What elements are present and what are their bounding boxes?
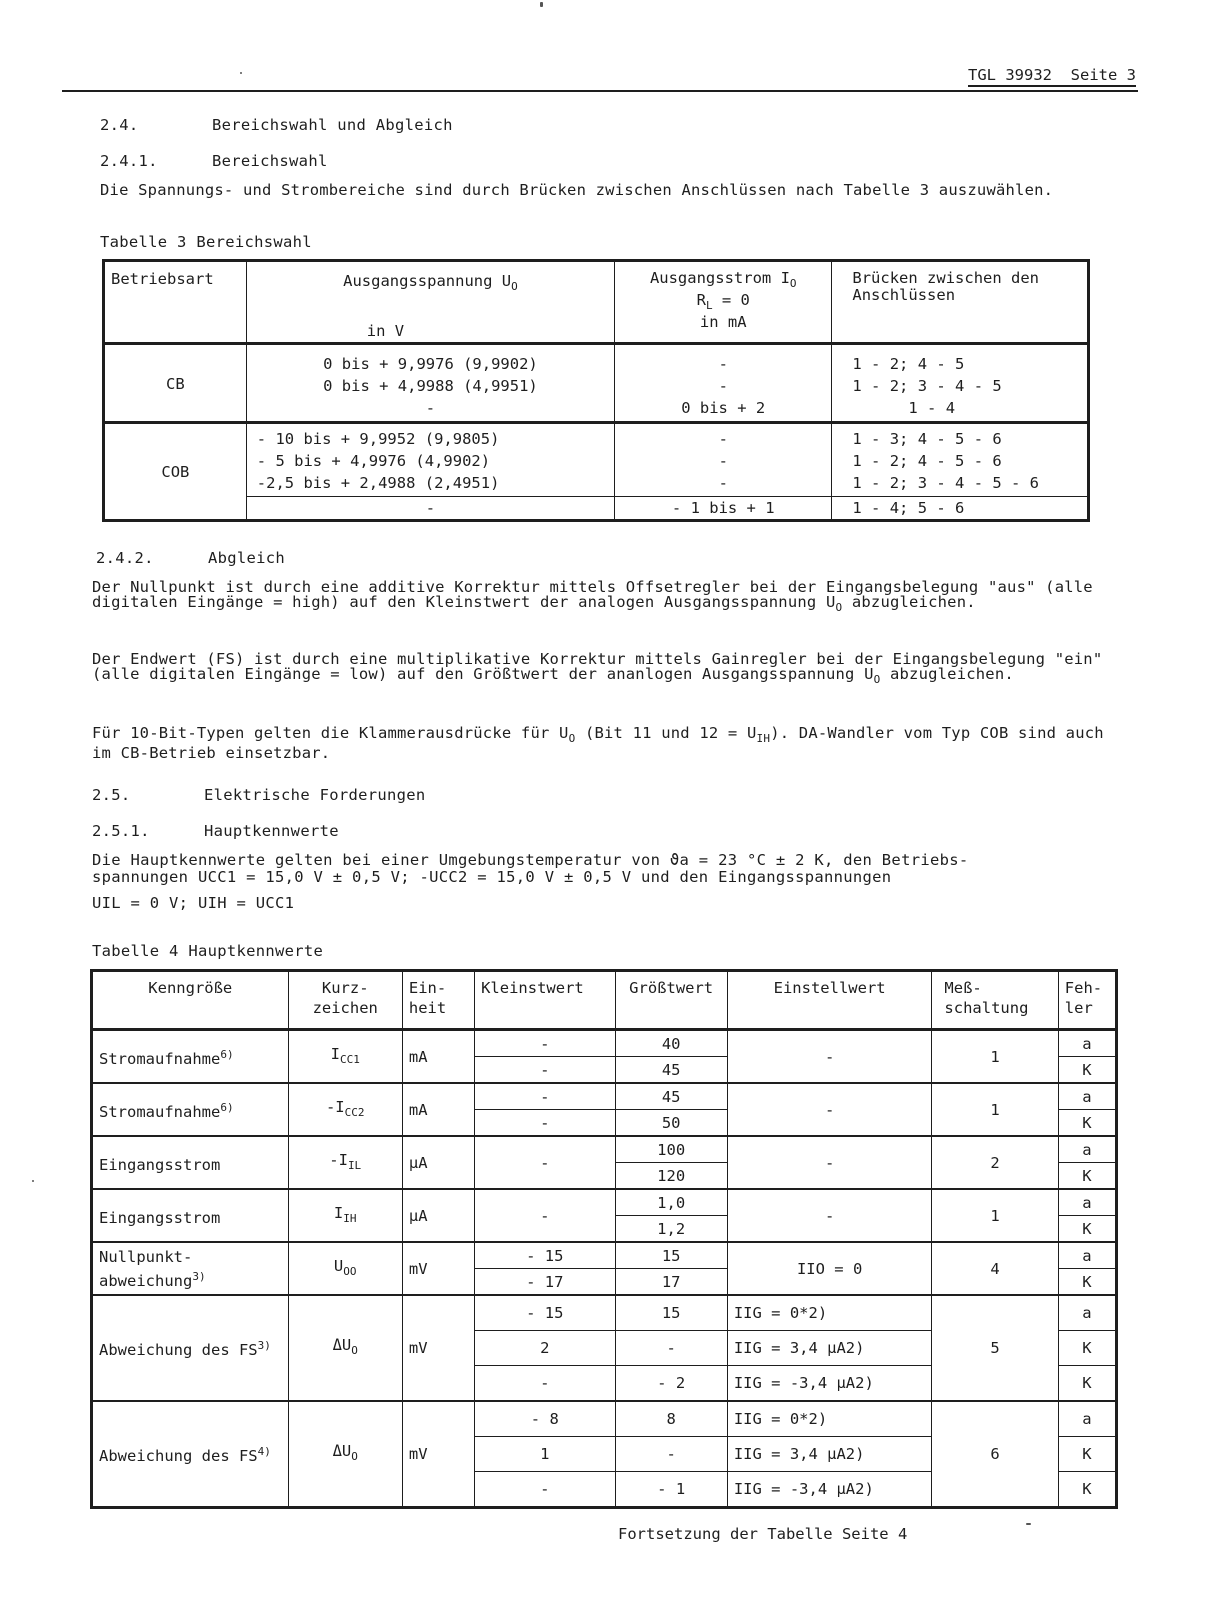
- th-bruecken: Brücken zwischen den Anschlüssen: [832, 261, 1089, 344]
- table4-einheit: µA: [402, 1189, 474, 1242]
- table4-kurzzeichen: $-I_{IL}$: [288, 1136, 402, 1189]
- table4-kenngroesse: Stromaufnahme$^{6)}$: [92, 1030, 289, 1084]
- table4-kleinstwert: 2: [475, 1331, 615, 1366]
- table4-fehler: K: [1058, 1269, 1116, 1296]
- heading-2-4: 2.4. Bereichswahl und Abgleich: [100, 116, 453, 134]
- heading-2-4-1: 2.4.1. Bereichswahl: [100, 152, 328, 170]
- heading-2-5-1: 2.5.1. Hauptkennwerte: [92, 822, 339, 840]
- table4-kurzzeichen: $\Delta U_O$: [288, 1295, 402, 1401]
- table4-fehler: a: [1058, 1030, 1116, 1057]
- table4-groesstwert: - 2: [615, 1366, 727, 1402]
- table4-fehler: a: [1058, 1401, 1116, 1437]
- th-ausgangsspannung: Ausgangsspannung $U_O$ in V: [246, 261, 614, 344]
- table4-einstellwert: IIG = 3,4 µA2): [727, 1437, 932, 1472]
- scan-speck: [240, 72, 242, 74]
- heading-2-4-2: 2.4.2. Abgleich: [96, 549, 286, 567]
- table4-groesstwert: 100: [615, 1136, 727, 1163]
- table4-fehler: a: [1058, 1083, 1116, 1110]
- table4-groesstwert: -: [615, 1331, 727, 1366]
- table4-messschaltung: 2: [932, 1136, 1058, 1189]
- table4-kleinstwert: -: [475, 1083, 615, 1110]
- scan-speck: [1026, 1523, 1031, 1525]
- table4-groesstwert: 40: [615, 1030, 727, 1057]
- table4-kleinstwert: -: [475, 1110, 615, 1137]
- table4-messschaltung: 1: [932, 1030, 1058, 1084]
- table4-kurzzeichen: $U_{OO}$: [288, 1242, 402, 1295]
- table4-groesstwert: 50: [615, 1110, 727, 1137]
- table-hauptkennwerte: [90, 969, 1118, 1509]
- table4-groesstwert: 8: [615, 1401, 727, 1437]
- table4-groesstwert: 1,0: [615, 1189, 727, 1216]
- table4-einheit: mV: [402, 1295, 474, 1401]
- table4-kurzzeichen: $I_{CC1}$: [288, 1030, 402, 1084]
- table3-row-cb: CB 0 bis + 9,9976 (9,9902) 0 bis + 4,9988 (4,9951) - - - 0 bis + 2 1 - 2; 4 - 5 1 - 2; 3 - 4 - 5 1 - 4: [104, 344, 1089, 423]
- table4-row: [92, 1083, 1117, 1110]
- table4-kenngroesse: Eingangsstrom: [92, 1136, 289, 1189]
- table4-kleinstwert: -: [475, 1057, 615, 1084]
- table4-einstellwert: IIG = 0*2): [727, 1401, 932, 1437]
- scan-speck: [32, 1180, 34, 1182]
- table4-einstellwert: IIG = -3,4 µA2): [727, 1366, 932, 1402]
- table4-einstellwert: IIG = 3,4 µA2): [727, 1331, 932, 1366]
- table4-einheit: µA: [402, 1136, 474, 1189]
- paragraph-hauptkennwerte-2: spannungen UCC1 = 15,0 V ± 0,5 V; -UCC2 = 15,0 V ± 0,5 V und den Eingangsspannungen: [92, 868, 892, 886]
- table4-groesstwert: 45: [615, 1083, 727, 1110]
- table4-fehler: K: [1058, 1331, 1116, 1366]
- table4-einheit: mV: [402, 1242, 474, 1295]
- paragraph-10bit: Für 10-Bit-Typen gelten die Klammerausdrücke für $U_O$ (Bit 11 und $12 = U_{IH}$). DA-Wandler vom Typ COB sind auch im CB-Betrieb einsetzbar.: [92, 724, 1104, 762]
- table4-fehler: K: [1058, 1437, 1116, 1472]
- table4-kleinstwert: -: [475, 1189, 615, 1242]
- table4-kenngroesse: Nullpunkt- abweichung$^{3)}$: [92, 1242, 289, 1295]
- table4-einstellwert: -: [727, 1030, 932, 1084]
- table4-messschaltung: 1: [932, 1189, 1058, 1242]
- table4-messschaltung: 4: [932, 1242, 1058, 1295]
- table4-einheit: mV: [402, 1401, 474, 1508]
- paragraph-nullpunkt: Der Nullpunkt ist durch eine additive Korrektur mittels Offsetregler bei der Eingangsbelegung "aus" (alle digitalen Eingänge = high) auf den Kleinstwert der analogen Ausgangsspannung $U_O$ abzugleichen.: [92, 578, 1093, 614]
- table4-groesstwert: -: [615, 1437, 727, 1472]
- paragraph-bereichswahl: Die Spannungs- und Strombereiche sind durch Brücken zwischen Anschlüssen nach Tabelle 3 auszuwählen.: [100, 181, 1054, 199]
- th-kleinstwert: Kleinstwert: [475, 971, 615, 1030]
- table4-fehler: a: [1058, 1242, 1116, 1269]
- th-einheit: Ein- heit: [402, 971, 474, 1030]
- footer-note: Fortsetzung der Tabelle Seite 4: [618, 1525, 908, 1543]
- table3-header-row: [104, 261, 1089, 344]
- table4-row: [92, 1401, 1117, 1437]
- table4-row: [92, 1189, 1117, 1216]
- table4-groesstwert: 120: [615, 1163, 727, 1190]
- table4-fehler: a: [1058, 1189, 1116, 1216]
- header-rule: [62, 90, 1138, 92]
- table4-kleinstwert: 1: [475, 1437, 615, 1472]
- table4-caption: Tabelle 4 Hauptkennwerte: [92, 942, 324, 960]
- table4-messschaltung: 5: [932, 1295, 1058, 1401]
- table4-einheit: mA: [402, 1083, 474, 1136]
- th-kurzzeichen: Kurz- zeichen: [288, 971, 402, 1030]
- table4-einstellwert: IIG = 0*2): [727, 1295, 932, 1331]
- table4-fehler: K: [1058, 1110, 1116, 1137]
- th-kenngroesse: Kenngröße: [92, 971, 289, 1030]
- paragraph-endwert: Der Endwert (FS) ist durch eine multiplikative Korrektur mittels Gainregler bei der Eingangsbelegung "ein" (alle digitalen Eingänge = low) auf den Größtwert der ananlogen Ausgangsspannung $U_O$ abzugleichen.: [92, 650, 1103, 686]
- paragraph-hauptkennwerte-3: UIL = 0 V; UIH = UCC1: [92, 894, 295, 912]
- table4-einheit: mA: [402, 1030, 474, 1084]
- table3-caption: Tabelle 3 Bereichswahl: [100, 233, 312, 251]
- table4-fehler: a: [1058, 1136, 1116, 1163]
- table4-groesstwert: 1,2: [615, 1216, 727, 1243]
- table4-row: [92, 1030, 1117, 1057]
- th-betriebsart: Betriebsart: [104, 261, 247, 344]
- table4-groesstwert: - 1: [615, 1472, 727, 1508]
- table4-kleinstwert: -: [475, 1030, 615, 1057]
- table4-row: [92, 1295, 1117, 1331]
- table4-kleinstwert: - 15: [475, 1242, 615, 1269]
- table4-kenngroesse: Abweichung des FS$^{4)}$: [92, 1401, 289, 1508]
- table4-kenngroesse: Abweichung des FS$^{3)}$: [92, 1295, 289, 1401]
- table4-groesstwert: 17: [615, 1269, 727, 1296]
- th-ausgangsstrom: Ausgangsstrom $I_O$ $R_L = 0$ in mA: [615, 261, 832, 344]
- page-number: Seite 3: [1070, 66, 1136, 84]
- th-messschaltung: Meß- schaltung: [932, 971, 1058, 1030]
- table4-einstellwert: -: [727, 1083, 932, 1136]
- table4-kleinstwert: - 15: [475, 1295, 615, 1331]
- table4-kleinstwert: - 8: [475, 1401, 615, 1437]
- th-einstellwert: Einstellwert: [727, 971, 932, 1030]
- table4-groesstwert: 15: [615, 1242, 727, 1269]
- table4-groesstwert: 45: [615, 1057, 727, 1084]
- th-fehler: Feh- ler: [1058, 971, 1116, 1030]
- table4-kurzzeichen: $-I_{CC2}$: [288, 1083, 402, 1136]
- table3-row-cob-current: - - 1 bis + 1 1 - 4; 5 - 6: [104, 497, 1089, 521]
- table4-kleinstwert: -: [475, 1366, 615, 1402]
- table4-einstellwert: IIG = -3,4 µA2): [727, 1472, 932, 1508]
- paragraph-hauptkennwerte-1: Die Hauptkennwerte gelten bei einer Umgebungstemperatur von ϑa = 23 °C ± 2 K, den Betriebs-: [92, 851, 969, 869]
- table4-einstellwert: IIO = 0: [727, 1242, 932, 1295]
- table4-einstellwert: -: [727, 1189, 932, 1242]
- table4-header-row: [92, 971, 1117, 1030]
- page-header: [968, 66, 1136, 84]
- table4-kenngroesse: Stromaufnahme$^{6)}$: [92, 1083, 289, 1136]
- table-bereichswahl: [102, 259, 1090, 522]
- table3-row-cob: COB - 10 bis + 9,9952 (9,9805) - 5 bis + 4,9976 (4,9902) -2,5 bis + 2,4988 (2,4951) - - - 1 - 3; 4 - 5 - 6 1 - 2; 4 - 5 - 6 1 - 2; 3 - 4 - 5 - 6: [104, 423, 1089, 497]
- table4-fehler: K: [1058, 1366, 1116, 1402]
- table4-fehler: K: [1058, 1472, 1116, 1508]
- table4-kenngroesse: Eingangsstrom: [92, 1189, 289, 1242]
- table4-kleinstwert: -: [475, 1472, 615, 1508]
- table4-kurzzeichen: $\Delta U_O$: [288, 1401, 402, 1508]
- table4-fehler: K: [1058, 1163, 1116, 1190]
- table4-einstellwert: -: [727, 1136, 932, 1189]
- table4-kleinstwert: - 17: [475, 1269, 615, 1296]
- table4-fehler: a: [1058, 1295, 1116, 1331]
- table4-kurzzeichen: $I_{IH}$: [288, 1189, 402, 1242]
- doc-number: TGL 39932: [968, 66, 1052, 87]
- table4-row: [92, 1136, 1117, 1163]
- table4-row: [92, 1242, 1117, 1269]
- th-groesstwert: Größtwert: [615, 971, 727, 1030]
- heading-2-5: 2.5. Elektrische Forderungen: [92, 786, 426, 804]
- table4-fehler: K: [1058, 1216, 1116, 1243]
- table4-messschaltung: 6: [932, 1401, 1058, 1508]
- table4-fehler: K: [1058, 1057, 1116, 1084]
- table4-groesstwert: 15: [615, 1295, 727, 1331]
- scan-speck: [540, 2, 543, 7]
- table4-kleinstwert: -: [475, 1136, 615, 1189]
- table4-messschaltung: 1: [932, 1083, 1058, 1136]
